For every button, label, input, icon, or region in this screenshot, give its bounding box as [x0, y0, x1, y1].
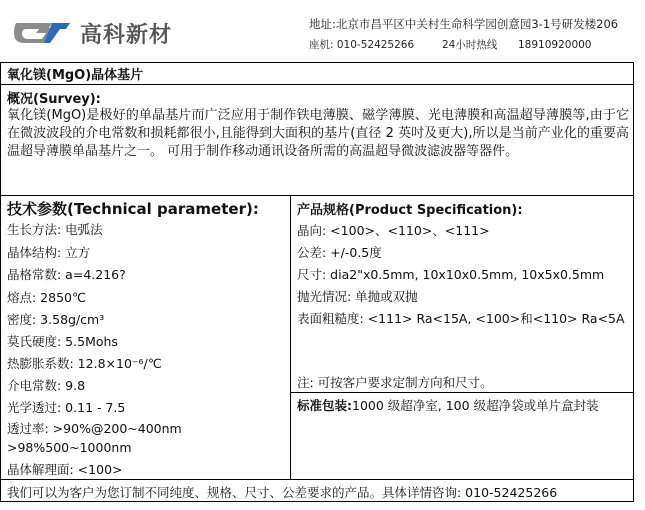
- param-item: 莫氏硬度: 5.5Mohs: [7, 334, 118, 349]
- param-item: 晶格常数: a=4.216?: [7, 267, 126, 282]
- param-item: 晶体结构: 立方: [7, 245, 91, 260]
- specification-heading: 产品规格(Product Specification):: [297, 203, 523, 218]
- technical-heading: 技术参数(Technical parameter):: [7, 200, 259, 218]
- column-divider: [290, 195, 291, 479]
- spec-item: 抛光情况: 单抛或双抛: [297, 289, 418, 304]
- param-item: 透过率: >90%@200~400nm: [7, 421, 182, 436]
- spec-item: 尺寸: dia2"x0.5mm, 10x10x0.5mm, 10x5x0.5mm: [297, 267, 605, 282]
- contact-line: [309, 37, 592, 52]
- spec-item: 表面粗糙度: <111> Ra<15A, <100>和<110> Ra<5A: [297, 311, 625, 326]
- overview-heading: 概况(Survey):: [7, 92, 101, 107]
- param-item: 熔点: 2850℃: [7, 290, 87, 305]
- spec-item: 晶向: <100>、<110>、<111>: [297, 223, 490, 238]
- product-title: 氧化镁(MgO)晶体基片: [7, 68, 144, 83]
- spec-item: 公差: +/-0.5度: [297, 245, 382, 260]
- company-name: 高科新材: [80, 23, 173, 48]
- hotline-number: 18910920000: [518, 39, 592, 51]
- packing-info: [297, 396, 599, 414]
- divider: [1, 84, 633, 85]
- param-item: 生长方法: 电弧法: [7, 222, 103, 237]
- param-item: >98%500~1000nm: [7, 440, 132, 455]
- packing-label: 标准包装:: [297, 398, 352, 413]
- company-logo-icon: [12, 17, 72, 47]
- address: 地址:北京市昌平区中关村生命科学园创意园3-1号研发楼206: [309, 17, 619, 31]
- spec-table: [0, 62, 634, 502]
- divider: [1, 195, 633, 196]
- param-item: 光学透过: 0.11 - 7.5: [7, 400, 126, 415]
- custom-note: 注: 可按客户要求定制方向和尺寸。: [297, 375, 493, 390]
- param-item: 热膨胀系数: 12.8×10⁻⁶/℃: [7, 356, 162, 371]
- packing-text: 1000 级超净室, 100 级超净袋或单片盒封装: [352, 398, 599, 413]
- param-item: 密度: 3.58g/cm³: [7, 312, 105, 327]
- param-item: 晶体解理面: <100>: [7, 462, 123, 477]
- divider: [1, 479, 633, 480]
- divider: [290, 392, 633, 393]
- hotline-label: 24小时热线: [442, 39, 498, 51]
- tel: 座机: 010-52425266: [309, 39, 415, 51]
- header: [0, 0, 645, 62]
- overview-text: 氧化镁(MgO)是极好的单晶基片而广泛应用于制作铁电薄膜、磁学薄膜、光电薄膜和高温超导薄膜等,由于它在微波波段的介电常数和损耗都很小,且能得到大面积的基片(直径 2 英吋及更大),所以是当前产业化的重要高温超导薄膜单晶基片之一。 可用于制作移动通讯设备所需的高温超导微波滤波器等器件。: [7, 108, 629, 159]
- footer-contact: 我们可以为客户为您订制不同纯度、规格、尺寸、公差要求的产品。具体详情咨询: 010-52425266: [7, 485, 558, 500]
- param-item: 介电常数: 9.8: [7, 378, 86, 393]
